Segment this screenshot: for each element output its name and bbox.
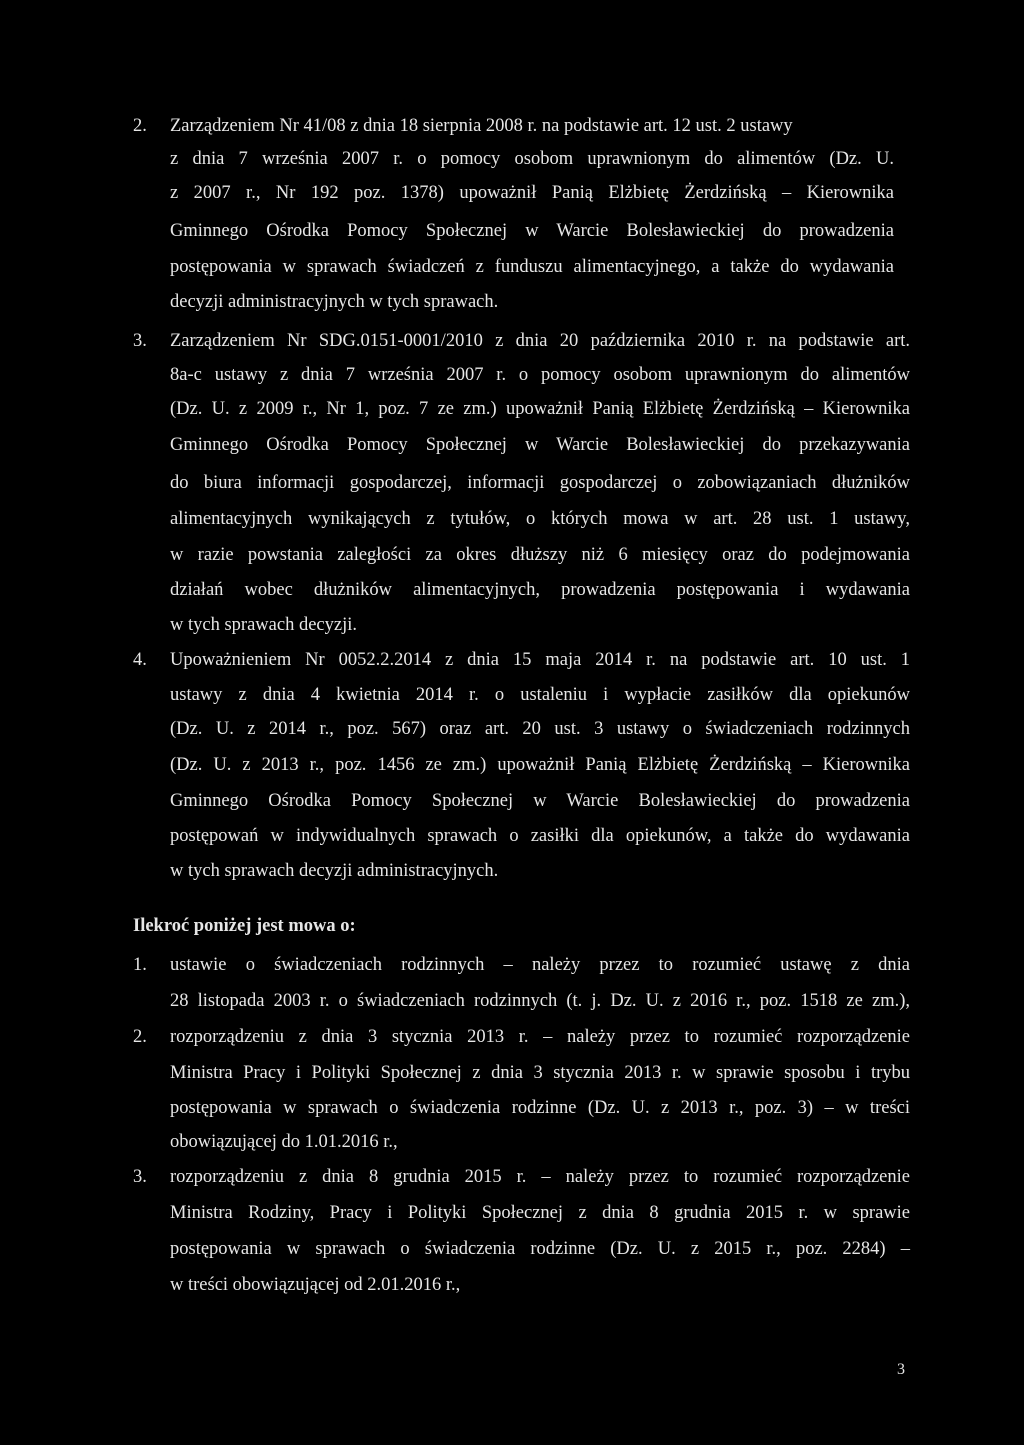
item-number: 3. [133, 331, 147, 351]
section-heading: Ilekroć poniżej jest mowa o: [133, 916, 356, 936]
definition-number: 3. [133, 1167, 147, 1187]
item-line: postępowań w indywidualnych sprawach o zasiłki dla opiekunów, a także do wydawania [170, 826, 910, 846]
definition-line: rozporządzeniu z dnia 8 grudnia 2015 r. – należy przez to rozumieć rozporządzenie [170, 1167, 910, 1187]
item-line: w tych sprawach decyzji. [170, 615, 357, 635]
definition-line: ustawie o świadczeniach rodzinnych – należy przez to rozumieć ustawę z dnia [170, 955, 910, 975]
item-line: decyzji administracyjnych w tych sprawach. [170, 292, 499, 312]
definition-line: obowiązującej do 1.01.2016 r., [170, 1132, 398, 1152]
item-line: Upoważnieniem Nr 0052.2.2014 z dnia 15 maja 2014 r. na podstawie art. 10 ust. 1 [170, 650, 910, 670]
item-number: 4. [133, 650, 147, 670]
item-line: z 2007 r., Nr 192 poz. 1378) upoważnił Panią Elżbietę Żerdzińską – Kierownika [170, 183, 894, 203]
item-line: w tych sprawach decyzji administracyjnych. [170, 861, 499, 881]
item-line: z dnia 7 września 2007 r. o pomocy osobom uprawnionym do alimentów (Dz. U. [170, 149, 894, 169]
item-line: Gminnego Ośrodka Pomocy Społecznej w Warcie Bolesławieckiej do prowadzenia [170, 791, 910, 811]
definition-number: 1. [133, 955, 147, 975]
definition-line: w treści obowiązującej od 2.01.2016 r., [170, 1275, 461, 1295]
page-number: 3 [897, 1361, 905, 1378]
definition-line: Ministra Pracy i Polityki Społecznej z dnia 3 stycznia 2013 r. w sprawie sposobu i trybu [170, 1063, 910, 1083]
definition-number: 2. [133, 1027, 147, 1047]
item-line: Gminnego Ośrodka Pomocy Społecznej w Warcie Bolesławieckiej do przekazywania [170, 435, 910, 455]
item-number: 2. [133, 116, 147, 136]
item-line: postępowania w sprawach świadczeń z funduszu alimentacyjnego, a także do wydawania [170, 257, 894, 277]
item-line: działań wobec dłużników alimentacyjnych, prowadzenia postępowania i wydawania [170, 580, 910, 600]
item-line: ustawy z dnia 4 kwietnia 2014 r. o ustaleniu i wypłacie zasiłków dla opiekunów [170, 685, 910, 705]
item-line: 8a-c ustawy z dnia 7 września 2007 r. o pomocy osobom uprawnionym do alimentów [170, 365, 910, 385]
definition-line: rozporządzeniu z dnia 3 stycznia 2013 r. – należy przez to rozumieć rozporządzenie [170, 1027, 910, 1047]
item-line: (Dz. U. z 2014 r., poz. 567) oraz art. 20 ust. 3 ustawy o świadczeniach rodzinnych [170, 719, 910, 739]
item-line: Zarządzeniem Nr 41/08 z dnia 18 sierpnia 2008 r. na podstawie art. 12 ust. 2 ustawy [170, 116, 793, 136]
definition-line: postępowania w sprawach o świadczenia rodzinne (Dz. U. z 2013 r., poz. 3) – w treści [170, 1098, 910, 1118]
item-line: Zarządzeniem Nr SDG.0151-0001/2010 z dnia 20 października 2010 r. na podstawie art. [170, 331, 910, 351]
definition-line: Ministra Rodziny, Pracy i Polityki Społecznej z dnia 8 grudnia 2015 r. w sprawie [170, 1203, 910, 1223]
item-line: w razie powstania zaległości za okres dłuższy niż 6 miesięcy oraz do podejmowania [170, 545, 910, 565]
item-line: (Dz. U. z 2009 r., Nr 1, poz. 7 ze zm.) upoważnił Panią Elżbietę Żerdzińską – Kierownika [170, 399, 910, 419]
item-line: Gminnego Ośrodka Pomocy Społecznej w Warcie Bolesławieckiej do prowadzenia [170, 221, 894, 241]
item-line: alimentacyjnych wynikających z tytułów, o których mowa w art. 28 ust. 1 ustawy, [170, 509, 910, 529]
definition-line: postępowania w sprawach o świadczenia rodzinne (Dz. U. z 2015 r., poz. 2284) – [170, 1239, 910, 1259]
definition-line: 28 listopada 2003 r. o świadczeniach rodzinnych (t. j. Dz. U. z 2016 r., poz. 1518 ze zm.), [170, 991, 910, 1011]
item-line: do biura informacji gospodarczej, informacji gospodarczej o zobowiązaniach dłużników [170, 473, 910, 493]
item-line: (Dz. U. z 2013 r., poz. 1456 ze zm.) upoważnił Panią Elżbietę Żerdzińską – Kierownika [170, 755, 910, 775]
